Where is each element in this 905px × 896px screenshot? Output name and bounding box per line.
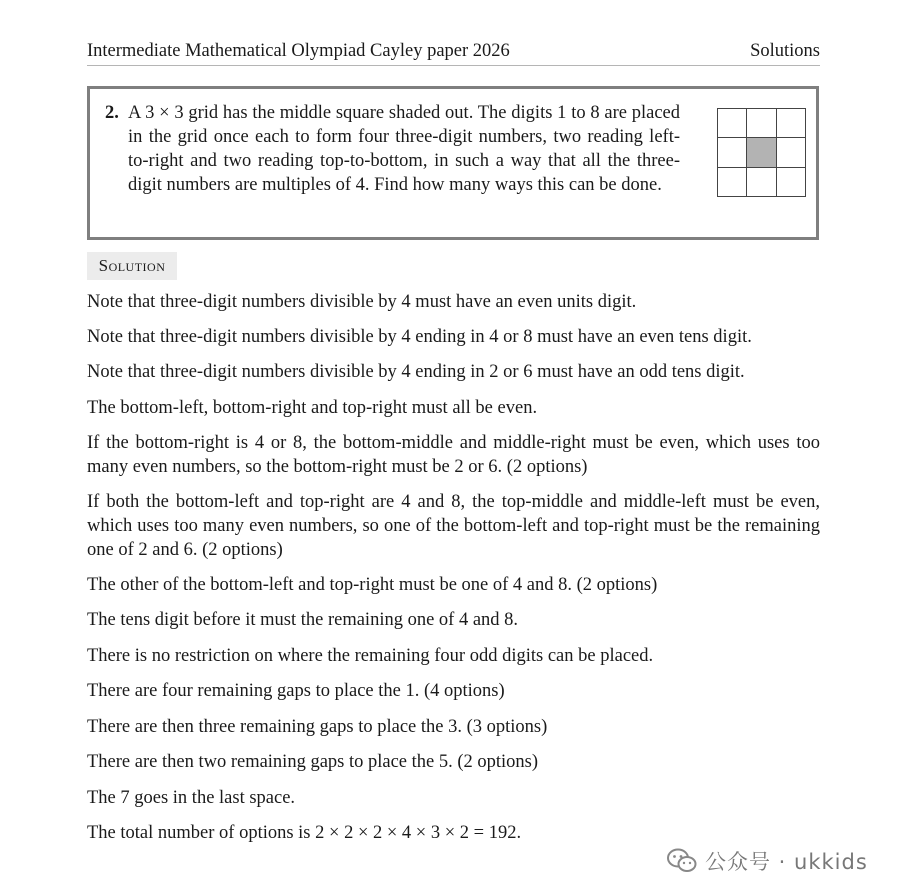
watermark-text: 公众号 · ukkids	[705, 850, 868, 874]
paper-title: Intermediate Mathematical Olympiad Cayley paper 2026	[87, 41, 510, 61]
page-header	[87, 40, 820, 66]
solution-paragraph: There are then three remaining gaps to place the 3. (3 options)	[87, 717, 548, 737]
solution-paragraph: The total number of options is 2 × 2 × 2 × 4 × 3 × 2 = 192.	[87, 823, 522, 843]
grid-cell	[718, 138, 747, 167]
section-label: Solutions	[750, 41, 820, 61]
grid-cell	[747, 109, 776, 138]
grid-cell	[777, 168, 806, 197]
solution-paragraph: The 7 goes in the last space.	[87, 788, 296, 808]
grid-cell	[777, 109, 806, 138]
solution-paragraph: If both the bottom-left and top-right are 4 and 8, the top-middle and middle-left must be even, which uses too many even numbers, so one of the bottom-left and top-right must be the remaining one of 2 and 6. (2 options)	[87, 492, 820, 560]
solution-paragraph: There is no restriction on where the remaining four odd digits can be placed.	[87, 646, 654, 666]
problem-number: 2.	[105, 103, 119, 123]
watermark	[667, 846, 868, 876]
grid-cell-shaded	[747, 138, 776, 167]
grid-cell	[718, 109, 747, 138]
solution-paragraph: Note that three-digit numbers divisible by 4 ending in 2 or 6 must have an odd tens digit.	[87, 362, 745, 382]
solution-paragraph: Note that three-digit numbers divisible by 4 must have an even units digit.	[87, 292, 637, 312]
grid-cell	[777, 138, 806, 167]
grid-cell	[718, 168, 747, 197]
solution-paragraph: The bottom-left, bottom-right and top-right must all be even.	[87, 398, 538, 418]
grid-diagram	[717, 108, 806, 197]
solution-paragraph: The other of the bottom-left and top-right must be one of 4 and 8. (2 options)	[87, 575, 658, 595]
solution-paragraph: If the bottom-right is 4 or 8, the bottom-middle and middle-right must be even, which uses too many even numbers, so the bottom-right must be 2 or 6. (2 options)	[87, 433, 820, 477]
solution-paragraph: The tens digit before it must the remaining one of 4 and 8.	[87, 610, 519, 630]
grid-cell	[747, 168, 776, 197]
wechat-icon	[667, 848, 697, 874]
solution-paragraph: There are then two remaining gaps to place the 5. (2 options)	[87, 752, 539, 772]
problem-box	[87, 86, 819, 240]
problem-statement: A 3 × 3 grid has the middle square shaded out. The digits 1 to 8 are placed in the grid once each to form four three-digit numbers, two reading left-to-right and two reading top-to-bottom, in such a way that all the three-digit numbers are multiples of 4. Find how many ways this can be done.	[128, 103, 680, 195]
solution-paragraph: Note that three-digit numbers divisible by 4 ending in 4 or 8 must have an even tens digit.	[87, 327, 752, 347]
solution-paragraph: There are four remaining gaps to place the 1. (4 options)	[87, 681, 505, 701]
solution-label: Solution	[87, 252, 177, 280]
